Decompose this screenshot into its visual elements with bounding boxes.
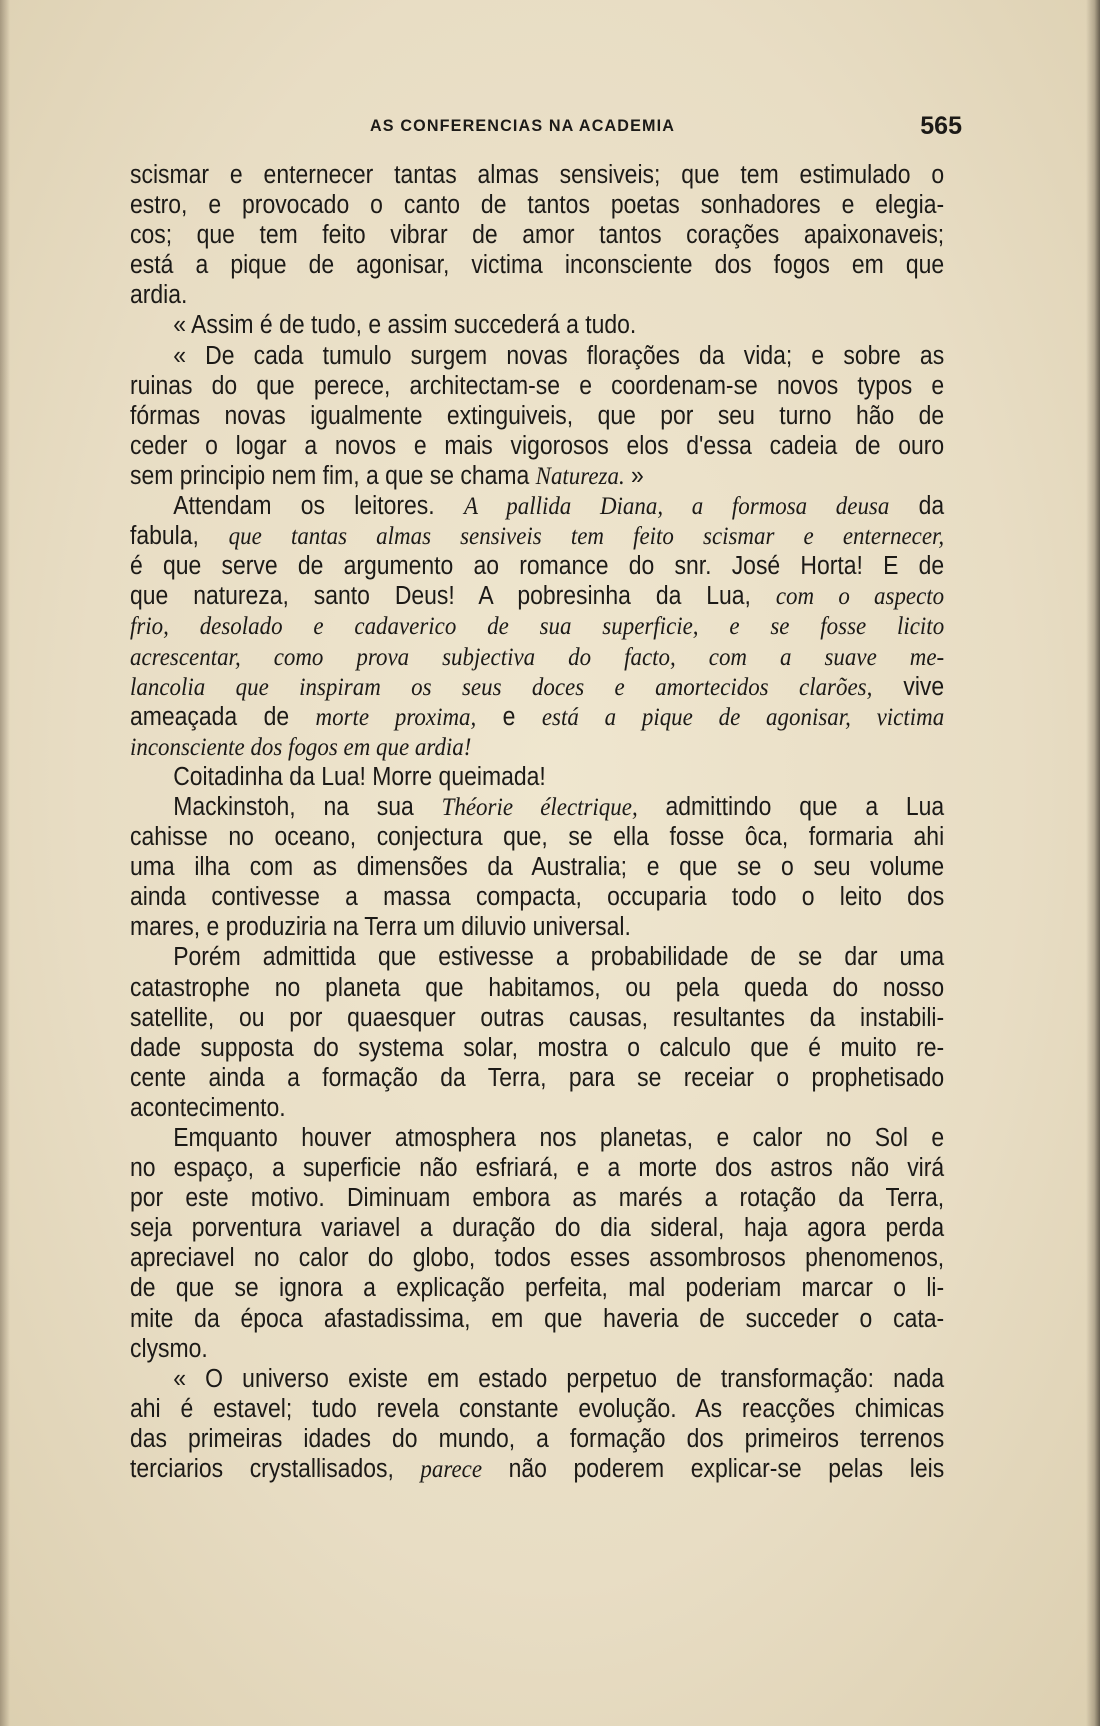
text-segment: está a pique de agonisar, victima inconsciente dos fogos em que [130, 251, 945, 280]
text-segment: seja porventura variavel a duração do dia sideral, haja agora perda [130, 1214, 945, 1243]
text-segment: Mackinstoh, na sua [173, 792, 442, 821]
text-segment: terciarios crystallisados, [130, 1455, 421, 1484]
text-line [130, 1334, 944, 1364]
text-line [130, 401, 944, 431]
text-line [130, 1153, 944, 1183]
text-segment: « O universo existe em estado perpetuo de transformação: nada [173, 1364, 945, 1393]
text-line [130, 160, 944, 190]
italic-text: morte proxima, [315, 701, 477, 731]
text-segment: dade supposta do systema solar, mostra o calculo que é muito re- [130, 1033, 945, 1062]
text-line [130, 491, 944, 521]
italic-text: que tantas almas sensiveis tem feito scismar e enternecer, [228, 521, 945, 551]
text-segment: Emquanto houver atmosphera nos planetas, e calor no Sol e [173, 1124, 945, 1152]
text-line [130, 762, 944, 792]
text-segment: cente ainda a formação da Terra, para se receiar o prophetisado [130, 1063, 945, 1092]
italic-text: acrescentar, como prova subjectiva do facto, com a suave me- [130, 641, 945, 671]
italic-text: frio, desolado e cadaverico de sua superficie, e se fosse licito [130, 611, 945, 641]
text-segment: apreciavel no calor do globo, todos esses assombrosos phenomenos, [130, 1244, 945, 1273]
text-line [130, 250, 944, 280]
text-line [130, 551, 944, 581]
text-segment: ruinas do que perece, architectam-se e coordenam-se novos typos e [130, 371, 945, 400]
italic-text: parece [420, 1454, 483, 1484]
text-segment: ahi é estavel; tudo revela constante evolução. As reacções chimicas [130, 1394, 945, 1423]
text-line [130, 973, 944, 1003]
text-segment: das primeiras idades do mundo, a formação dos primeiros terrenos [130, 1424, 945, 1453]
text-line [130, 642, 944, 672]
text-line [130, 310, 944, 340]
text-line [130, 1394, 944, 1424]
text-line [130, 280, 944, 310]
text-segment: Attendam os leitores. [173, 492, 464, 521]
text-line [130, 371, 944, 401]
text-segment: cahisse no oceano, conjectura que, se ella fosse ôca, formaria ahi [130, 823, 945, 852]
italic-text: lancolia que inspiram os seus doces e amortecidos clarões, [130, 671, 873, 701]
text-segment: sem principio nem fim, a que se chama [130, 461, 536, 490]
text-line [130, 1454, 944, 1484]
text-segment: é que serve de argumento ao romance do snr. José Horta! E de [130, 552, 945, 581]
text-line [130, 912, 944, 942]
text-line [130, 732, 944, 762]
text-line [130, 1424, 944, 1454]
text-segment: no espaço, a superficie não esfriará, e a morte dos astros não virá [130, 1154, 945, 1183]
text-line [130, 1243, 944, 1273]
text-segment: « De cada tumulo surgem novas florações da vida; e sobre as [173, 341, 945, 370]
text-line [130, 220, 944, 250]
text-segment: acontecimento. [130, 1093, 286, 1122]
text-line [130, 461, 944, 491]
italic-text: com o aspecto [775, 581, 945, 611]
italic-text: A pallida Diana, a formosa deusa [463, 491, 890, 521]
text-segment: ameaçada de [130, 702, 316, 731]
text-segment: « Assim é de tudo, e assim succederá a tudo. [173, 311, 637, 340]
page-right-shadow [1086, 0, 1100, 1726]
text-segment: Coitadinha da Lua! Morre queimada! [173, 762, 546, 791]
text-line [130, 1093, 944, 1123]
text-segment: e [476, 702, 542, 731]
text-line [130, 190, 944, 220]
text-segment: satellite, ou por quaesquer outras causas, resultantes da instabili- [130, 1003, 945, 1032]
text-line [130, 1273, 944, 1303]
italic-text: Natureza. [535, 460, 625, 490]
text-segment: estro, e provocado o canto de tantos poetas sonhadores e elegia- [130, 191, 945, 220]
text-line [130, 1364, 944, 1394]
text-line [130, 611, 944, 641]
italic-text: inconsciente dos fogos em que ardia! [130, 731, 472, 761]
text-segment: uma ilha com as dimensões da Australia; e que se o seu volume [130, 853, 945, 882]
text-line [130, 792, 944, 822]
text-segment: cos; que tem feito vibrar de amor tantos corações apaixonaveis; [130, 221, 945, 250]
text-segment: fórmas novas igualmente extinguiveis, que por seu turno hão de [130, 401, 945, 430]
text-line [130, 1183, 944, 1213]
text-line [130, 1003, 944, 1033]
text-segment: mite da época afastadissima, em que haveria de succeder o cata- [130, 1304, 945, 1333]
running-head: AS CONFERENCIAS NA ACADEMIA [370, 116, 676, 135]
text-line [130, 341, 944, 371]
text-line [130, 852, 944, 882]
page-left-shadow [0, 0, 10, 1726]
text-line [130, 1304, 944, 1334]
italic-text: Théorie électrique, [441, 791, 638, 821]
text-segment: scismar e enternecer tantas almas sensiveis; que tem estimulado o [130, 161, 945, 189]
text-line [130, 1123, 944, 1153]
text-line [130, 1213, 944, 1243]
text-segment: não poderem explicar-se pelas leis [482, 1455, 945, 1484]
text-segment: clysmo. [130, 1334, 208, 1363]
italic-text: está a pique de agonisar, victima [541, 701, 945, 731]
text-line [130, 521, 944, 551]
text-segment: » [624, 461, 644, 490]
text-segment: mares, e produziria na Terra um diluvio universal. [130, 913, 631, 942]
body-text [130, 160, 945, 1484]
text-line [130, 942, 944, 972]
text-line [130, 581, 944, 611]
text-segment: ceder o logar a novos e mais vigorosos elos d'essa cadeia de ouro [130, 431, 945, 460]
page-header [130, 112, 962, 144]
text-segment: da [889, 492, 945, 521]
text-line [130, 431, 944, 461]
text-segment: vive [872, 672, 945, 701]
text-segment: admittindo que a Lua [637, 792, 945, 821]
text-line [130, 882, 944, 912]
text-line [130, 1033, 944, 1063]
text-line [130, 702, 944, 732]
text-line [130, 672, 944, 702]
text-segment: ardia. [130, 281, 188, 310]
text-line [130, 1063, 944, 1093]
text-segment: que natureza, santo Deus! A pobresinha da Lua, [130, 582, 776, 611]
text-segment: catastrophe no planeta que habitamos, ou pela queda do nosso [130, 973, 945, 1002]
text-segment: de que se ignora a explicação perfeita, mal poderiam marcar o li- [130, 1274, 945, 1303]
text-segment: Porém admittida que estivesse a probabilidade de se dar uma [173, 943, 945, 972]
text-segment: fabula, [130, 522, 229, 551]
page-number: 565 [920, 112, 962, 140]
text-segment: ainda contivesse a massa compacta, occuparia todo o leito dos [130, 883, 945, 912]
text-segment: por este motivo. Diminuam embora as marés a rotação da Terra, [130, 1184, 945, 1213]
text-line [130, 822, 944, 852]
